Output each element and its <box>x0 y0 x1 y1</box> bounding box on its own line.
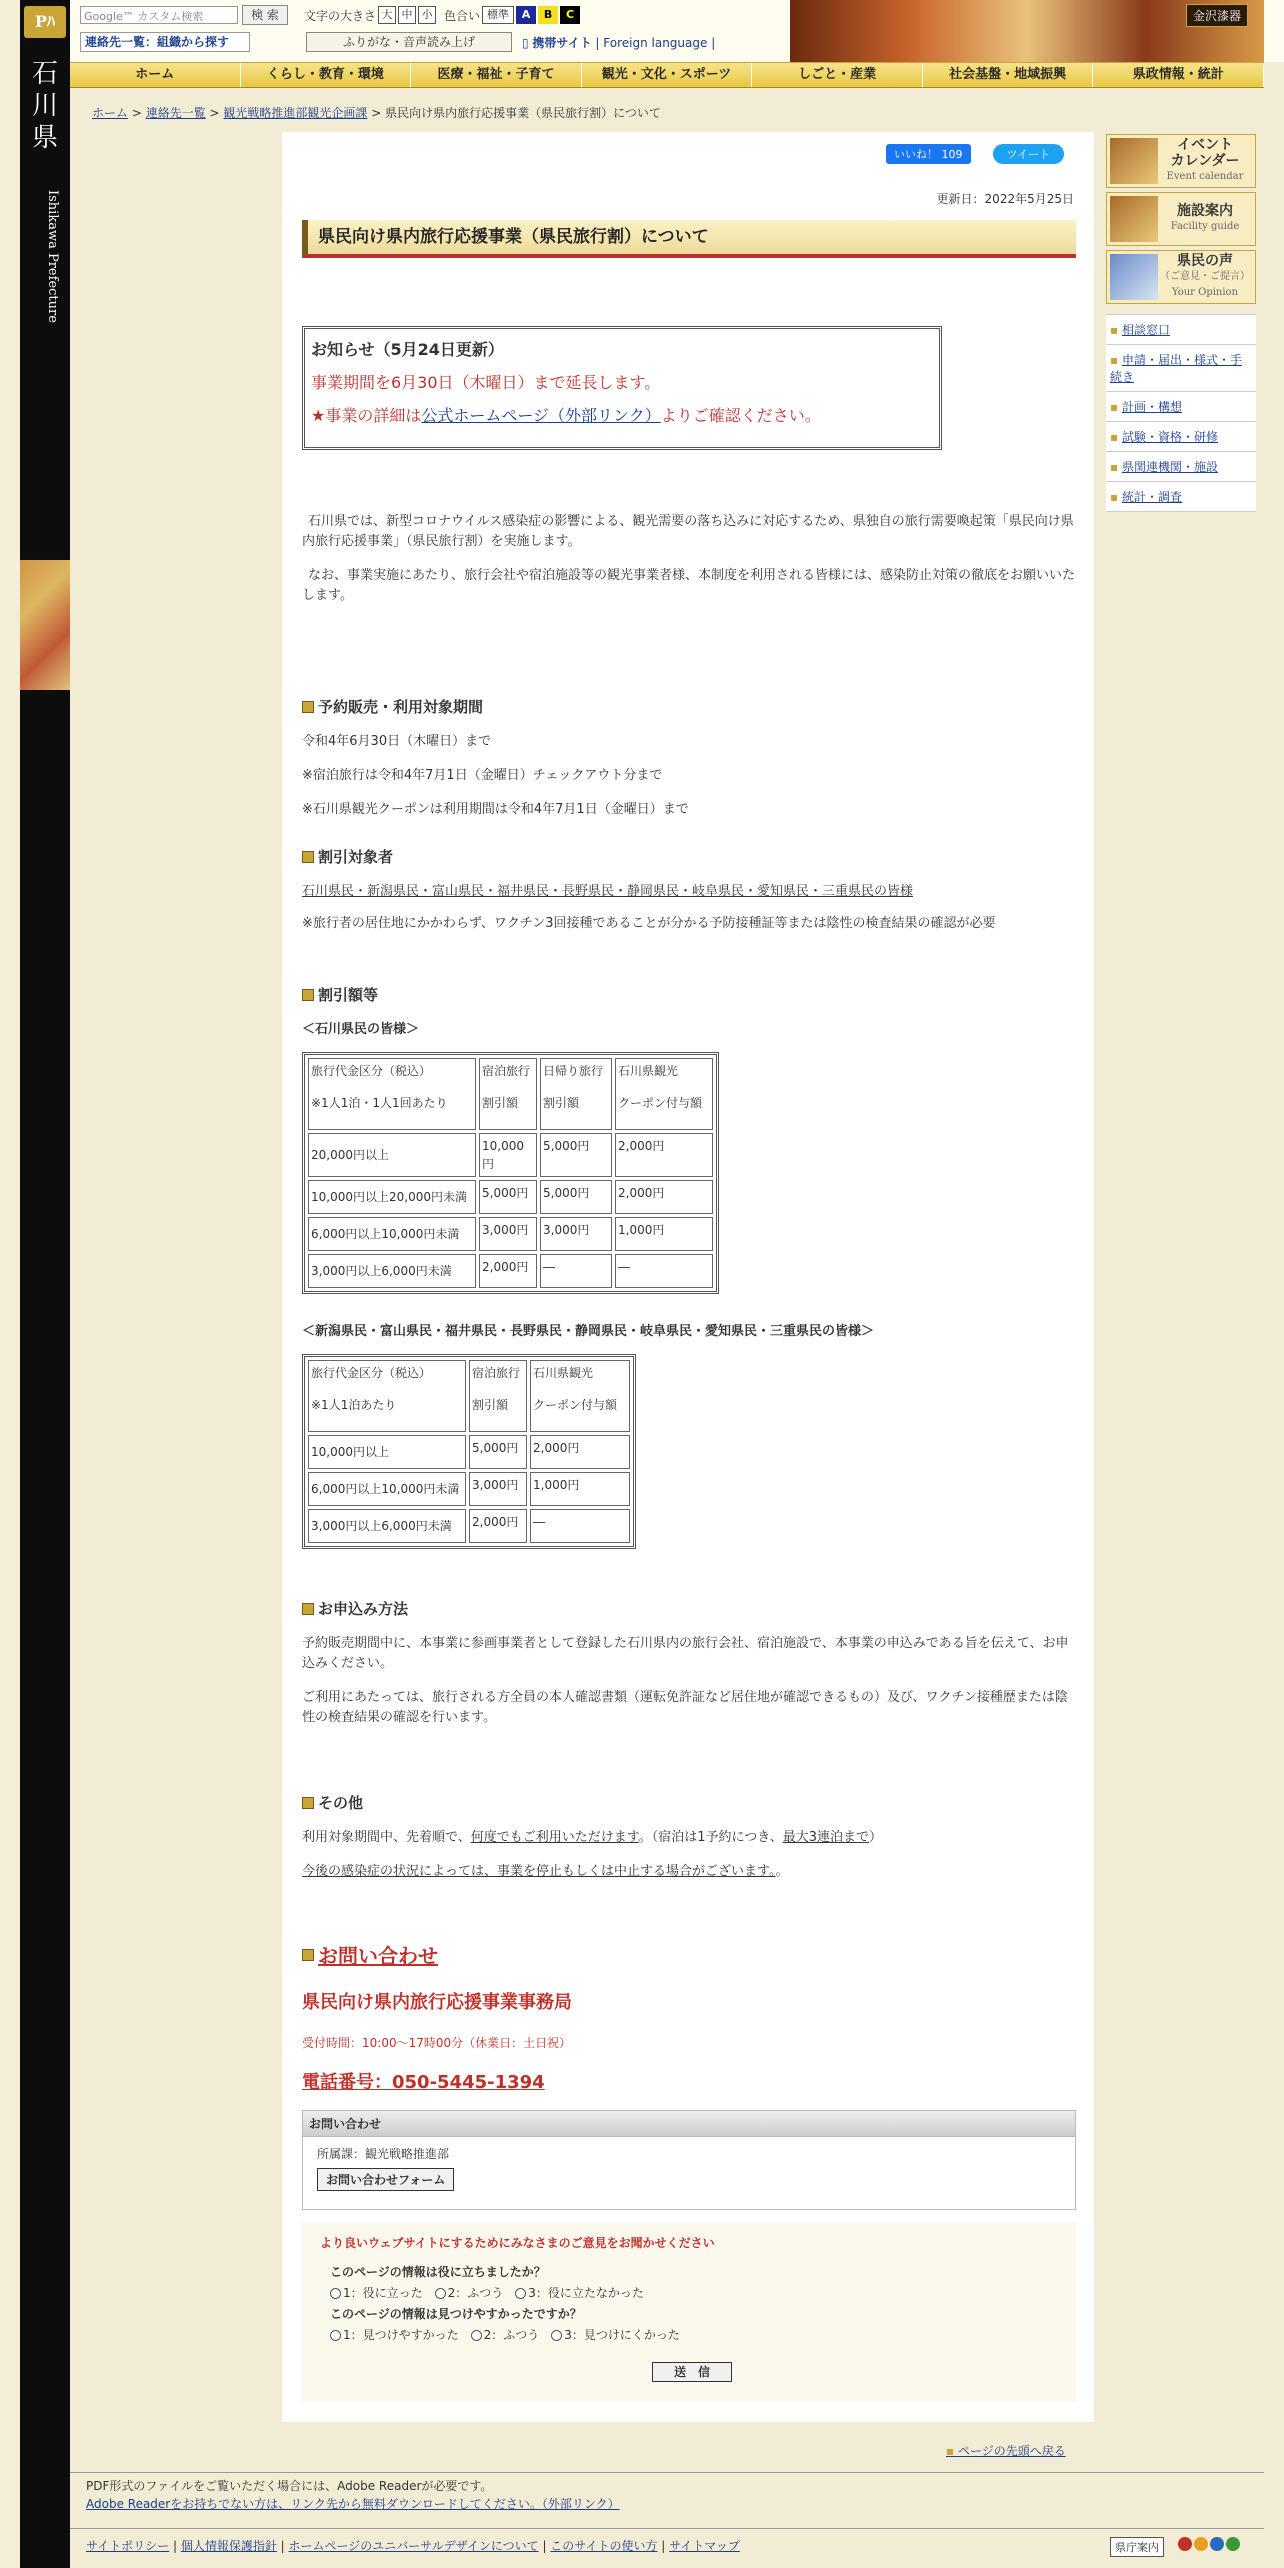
banner-sub: Facility guide <box>1170 221 1240 232</box>
your-opinion-banner[interactable] <box>1106 250 1256 304</box>
option-label: 3：役に立たなかった <box>528 2286 644 2300</box>
banner-title: 県民の声 <box>1177 253 1233 269</box>
notice-line2-post: よりご確認ください。 <box>660 406 821 425</box>
header-line: 割引額 <box>482 1096 519 1110</box>
nav-home[interactable]: ホーム <box>70 63 241 87</box>
option-label: 2：ふつう <box>447 2286 504 2300</box>
table1-caption: ＜石川県民の皆様＞ <box>302 1022 420 1037</box>
breadcrumb-current: > 県民向け県内旅行応援事業（県民旅行割）について <box>367 106 661 120</box>
table-cell: 1,000円 <box>530 1472 630 1506</box>
prefecture-logo[interactable] <box>24 6 66 38</box>
prefecture-roman: Ishikawa Prefecture <box>45 190 60 323</box>
table-header-cell <box>308 1360 466 1432</box>
header-line: 宿泊旅行 <box>482 1064 531 1078</box>
survey-form <box>302 2222 1076 2402</box>
table-cell: 5,000円 <box>540 1180 612 1214</box>
period-line-1: 令和4年6月30日（木曜日）まで <box>302 734 492 749</box>
text: 。 <box>775 1864 789 1879</box>
table-cell: 5,000円 <box>469 1435 527 1469</box>
notice-line1: 事業期間を6月30日（木曜日）まで延長します。 <box>311 373 661 392</box>
table-header-cell <box>615 1058 713 1130</box>
apply-paragraph-2: ご利用にあたっては、旅行される方全員の本人確認書類（運転免許証など居住地が確認できるもの）及び、ワクチン接種歴または陰性の検査結果の確認を行います。 <box>302 1690 1068 1725</box>
contact-list-link[interactable]: 連絡先一覧：組織から探す <box>80 32 250 52</box>
radio-button[interactable] <box>330 2330 341 2341</box>
table-cell: ― <box>540 1254 612 1288</box>
facility-guide-banner[interactable] <box>1106 192 1256 246</box>
table-header-row <box>308 1058 713 1130</box>
sidebar-link-facilities[interactable] <box>1106 452 1256 482</box>
contact-title-text: お問い合わせ <box>318 1944 438 1968</box>
discount-table-other-prefectures <box>302 1354 636 1549</box>
header-line: 割引額 <box>543 1096 580 1110</box>
footer-privacy[interactable]: 個人情報保護指針 <box>180 2539 277 2553</box>
table-header-cell <box>530 1360 630 1432</box>
text: 。（宿泊は1予約につき、 <box>638 1830 783 1845</box>
footer-how-to-use[interactable]: このサイトの使い方 <box>550 2539 658 2553</box>
period-line-2: ※宿泊旅行は令和4年7月1日（金曜日）チェックアウト分まで <box>302 768 663 783</box>
table-row <box>308 1509 630 1543</box>
survey-send-button[interactable]: 送 信 <box>652 2362 732 2382</box>
prefecture-name: 石 川 県 <box>31 59 58 153</box>
table-cell: 6,000円以上10,000円未満 <box>308 1217 476 1251</box>
table-row <box>308 1180 713 1214</box>
banner-image <box>1110 138 1158 184</box>
furigana-button[interactable]: ふりがな・音声読み上げ <box>306 32 512 52</box>
header-image <box>790 0 1264 62</box>
intro-paragraph-2: なお、事業実施にあたり、旅行会社や宿泊施設等の観光事業者様、本制度を利用される皆様には、感染防止対策の徹底をお願いいたします。 <box>302 568 1076 603</box>
header-line: クーポン付与額 <box>618 1096 703 1110</box>
table-cell: 2,000円 <box>530 1435 630 1469</box>
sidebar-link-plans[interactable] <box>1106 392 1256 422</box>
badge-icon <box>1194 2537 1208 2551</box>
survey-intro: より良いウェブサイトにするためにみなさまのご意見をお聞かせください <box>320 2236 715 2250</box>
table-header-cell <box>469 1360 527 1432</box>
option-label: 1：役に立った <box>343 2286 423 2300</box>
section-amount-title: 割引額等 <box>318 986 379 1004</box>
table-cell: 3,000円以上6,000円未満 <box>308 1254 476 1288</box>
table-cell: 5,000円 <box>479 1180 537 1214</box>
breadcrumb-dept[interactable]: 観光戦略推進部観光企画課 <box>223 106 368 120</box>
inquiry-box <box>302 2110 1076 2210</box>
nav-government[interactable]: 県政情報・統計 <box>1093 63 1264 87</box>
color-label: 色合い <box>444 8 481 23</box>
radio-button[interactable] <box>435 2288 446 2299</box>
option-label: 3：見つけにくかった <box>564 2328 680 2342</box>
table-header-cell <box>540 1058 612 1130</box>
text: 利用対象期間中、先着順で、 <box>302 1830 471 1845</box>
section-bullet-icon <box>302 1603 314 1615</box>
nav-medical[interactable]: 医療・福祉・子育て <box>411 63 582 87</box>
event-calendar-banner[interactable] <box>1106 134 1256 188</box>
inquiry-title: お問い合わせ <box>303 2111 1075 2137</box>
sidebar-link-statistics[interactable] <box>1106 482 1256 512</box>
header-line: 旅行代金区分（税込） <box>311 1064 432 1078</box>
section-bullet-icon <box>302 851 314 863</box>
facebook-like-button[interactable]: いいね！ 109 <box>886 144 971 164</box>
text-size-medium[interactable]: 中 <box>398 6 416 24</box>
discount-table-ishikawa <box>302 1052 719 1294</box>
radio-button[interactable] <box>515 2288 526 2299</box>
inquiry-dept: 所属課：観光戦略推進部 <box>317 2147 450 2161</box>
table-row <box>308 1133 713 1177</box>
survey-question-2: このページの情報は見つけやすかったですか？ <box>330 2307 582 2321</box>
banner-sub: Event calendar <box>1166 171 1244 182</box>
radio-button[interactable] <box>330 2288 341 2299</box>
banner-title: 施設案内 <box>1177 203 1233 219</box>
breadcrumb: ホーム > 連絡先一覧 > 観光戦略推進部観光企画課 > 県民向け県内旅行応援事業（県民旅行割）について <box>92 106 661 120</box>
radio-button[interactable] <box>551 2330 562 2341</box>
link-text[interactable]: 試験・資格・研修 <box>1121 430 1218 444</box>
text: ） <box>869 1830 883 1845</box>
updated-date: 更新日：2022年5月25日 <box>936 192 1074 206</box>
section-amount <box>302 984 378 1005</box>
banner-image <box>1110 196 1158 242</box>
notice-line2 <box>311 403 933 426</box>
table-cell: 10,000円 <box>479 1133 537 1177</box>
link-text[interactable]: 統計・調査 <box>1121 490 1182 504</box>
table-cell: 20,000円以上 <box>308 1133 476 1177</box>
table-row <box>308 1254 713 1288</box>
color-b[interactable]: B <box>538 6 558 24</box>
header-line: 割引額 <box>472 1398 509 1412</box>
table-header-cell <box>479 1058 537 1130</box>
section-bullet-icon <box>302 989 314 1001</box>
option-label: 2：ふつう <box>483 2328 540 2342</box>
sns-buttons <box>886 144 1064 164</box>
table-cell: 5,000円 <box>540 1133 612 1177</box>
header-line: 日帰り旅行 <box>543 1064 604 1078</box>
target-note: ※旅行者の居住地にかかわらず、ワクチン3回接種であることが分かる予防接種証等または陰性の検査結果の確認が必要 <box>302 916 996 931</box>
adobe-reader-link[interactable]: Adobe Readerをお持ちでない方は、リンク先から無料ダウンロードしてください。（外部リンク） <box>86 2497 620 2511</box>
header-line: 旅行代金区分（税込） <box>311 1366 432 1380</box>
survey-question-1: このページの情報は役に立ちましたか？ <box>330 2265 546 2279</box>
footer-pdf-notice <box>70 2472 1264 2516</box>
tweet-button[interactable]: ツイート <box>993 144 1064 164</box>
table-cell: 10,000円以上 <box>308 1435 466 1469</box>
contact-phone: 電話番号：050-5445-1394 <box>302 2072 545 2093</box>
text-underlined: 最大3連泊まで <box>782 1830 869 1845</box>
text-underlined: 何度でもご利用いただけます <box>470 1830 639 1845</box>
footer-sitemap[interactable]: サイトマップ <box>669 2539 740 2553</box>
section-period-title: 予約販売・利用対象期間 <box>318 698 484 716</box>
pdf-notice-1: PDF形式のファイルをご覧いただく場合には、Adobe Readerが必要です。 <box>86 2479 493 2493</box>
table-row <box>308 1472 630 1506</box>
badge-icon <box>1210 2537 1224 2551</box>
survey-options-1 <box>330 2284 1058 2301</box>
breadcrumb-list[interactable]: 連絡先一覧 <box>145 106 206 120</box>
table-cell: 3,000円以上6,000円未満 <box>308 1509 466 1543</box>
official-site-link[interactable]: 公式ホームページ（外部リンク） <box>421 406 661 425</box>
inquiry-body <box>303 2137 1075 2199</box>
header-line: ※1人1泊・1人1回あたり <box>311 1096 448 1110</box>
intro-paragraph-1: 石川県では、新型コロナウイルス感染症の影響による、観光需要の落ち込みに対応するため、県独自の旅行需要喚起策「県民向け県内旅行応援事業」（県民旅行割）を実施します。 <box>302 514 1074 549</box>
table-cell: 1,000円 <box>615 1217 713 1251</box>
footer-links: サイトポリシー | 個人情報保護指針 | ホームページのユニバーサルデザインについて | このサイトの使い方 | サイトマップ 県庁案内 <box>70 2528 1264 2560</box>
mobile-site-link[interactable]: 携帯サイト <box>532 36 592 50</box>
color-c[interactable]: C <box>560 6 580 24</box>
mobile-links: ▯ 携帯サイト | Foreign language | <box>522 36 716 50</box>
other-paragraph-2 <box>302 1862 1076 1882</box>
notice-box <box>302 326 942 450</box>
text-size-large[interactable]: 大 <box>378 6 396 24</box>
table-header-row <box>308 1360 630 1432</box>
target-residents: 石川県民・新潟県民・富山県民・福井県民・長野県民・静岡県民・岐阜県民・愛知県民・三重県民の皆様 <box>302 884 914 899</box>
global-nav <box>70 62 1264 88</box>
section-bullet-icon <box>302 1797 314 1809</box>
survey-q1-option-1[interactable] <box>330 2284 423 2301</box>
link-text[interactable]: 計画・構想 <box>1121 400 1182 414</box>
table-cell: ― <box>615 1254 713 1288</box>
table-cell: 2,000円 <box>469 1509 527 1543</box>
page-title: 県民向け県内旅行応援事業（県民旅行割）について <box>302 220 1076 258</box>
header-line: ※1人1泊あたり <box>311 1398 397 1412</box>
link-text[interactable]: 申請・届出・様式・手続き <box>1110 353 1242 384</box>
sidebar-link-exams[interactable] <box>1106 422 1256 452</box>
section-target <box>302 846 393 867</box>
survey-q2-option-1[interactable] <box>330 2326 459 2343</box>
header-line: 石川県観光 <box>533 1366 594 1380</box>
other-paragraph-1 <box>302 1828 1076 1848</box>
survey-q2-option-2[interactable] <box>471 2326 540 2343</box>
banner-sub: （ご意見・ご提言） Your Opinion <box>1160 271 1250 298</box>
period-line-3: ※石川県観光クーポンは利用期間は令和4年7月1日（金曜日）まで <box>302 802 689 817</box>
main-content <box>282 132 1094 2422</box>
banner-text <box>1158 203 1252 235</box>
nav-living[interactable]: くらし・教育・環境 <box>241 63 412 87</box>
inquiry-form-button[interactable]: お問い合わせフォーム <box>317 2168 454 2191</box>
text-underlined: 今後の感染症の状況によっては、事業を停止もしくは中止する場合がございます。 <box>302 1864 776 1879</box>
breadcrumb-home[interactable]: ホーム <box>92 106 129 120</box>
right-sidebar <box>1106 134 1256 512</box>
survey-q1-option-2[interactable] <box>435 2284 504 2301</box>
color-a[interactable]: A <box>516 6 536 24</box>
sidebar-links <box>1106 314 1256 512</box>
text-size-small[interactable]: 小 <box>418 6 436 24</box>
flower-decoration <box>20 560 70 690</box>
contact-office: 県民向け県内旅行応援事業事務局 <box>302 1992 572 2013</box>
kanazawa-label: 金沢漆器 <box>1186 4 1248 27</box>
table-cell: ― <box>530 1509 630 1543</box>
logo-text: Pﾊ <box>34 12 56 31</box>
option-label: 1：見つけやすかった <box>343 2328 459 2342</box>
search-button[interactable]: 検 索 <box>242 5 288 25</box>
foreign-language-link[interactable]: Foreign language <box>603 36 708 50</box>
banner-text <box>1158 137 1252 185</box>
nav-tourism[interactable]: 観光・文化・スポーツ <box>582 63 753 87</box>
survey-q1-option-3[interactable] <box>515 2284 644 2301</box>
table-cell: 10,000円以上20,000円未満 <box>308 1180 476 1214</box>
table-header-cell <box>308 1058 476 1130</box>
table-cell: 6,000円以上10,000円未満 <box>308 1472 466 1506</box>
header-line: 宿泊旅行 <box>472 1366 521 1380</box>
survey-q2-option-3[interactable] <box>551 2326 680 2343</box>
footer-site-policy[interactable]: サイトポリシー <box>86 2539 170 2553</box>
table-row <box>308 1435 630 1469</box>
banner-title: イベント カレンダー <box>1170 137 1240 169</box>
contact-hours: 受付時間：10:00～17時00分（休業日：土日祝） <box>302 2036 572 2050</box>
color-standard[interactable]: 標準 <box>482 6 514 24</box>
sidebar-link-consult[interactable] <box>1106 315 1256 345</box>
table-cell: 3,000円 <box>479 1217 537 1251</box>
table-row <box>308 1217 713 1251</box>
header-line: クーポン付与額 <box>533 1398 618 1412</box>
section-bullet-icon <box>302 701 314 713</box>
section-bullet-icon <box>302 1949 314 1961</box>
nav-work[interactable]: しごと・産業 <box>752 63 923 87</box>
contact-heading <box>302 1940 438 1969</box>
section-period <box>302 696 483 717</box>
search-input[interactable]: Google™ カスタム検索 <box>80 6 238 24</box>
back-to-top-link[interactable]: ▪ ページの先頭へ戻る <box>946 2442 1066 2459</box>
header-line: 石川県観光 <box>618 1064 679 1078</box>
section-other-title: その他 <box>318 1794 364 1812</box>
section-apply <box>302 1598 408 1619</box>
table2-caption: ＜新潟県民・富山県民・福井県民・長野県民・静岡県民・岐阜県民・愛知県民・三重県民の皆様＞ <box>302 1324 875 1339</box>
section-target-title: 割引対象者 <box>318 848 394 866</box>
office-guide-button[interactable]: 県庁案内 <box>1110 2537 1164 2557</box>
notice-line2-pre: ★事業の詳細は <box>311 406 422 425</box>
apply-paragraph-1: 予約販売期間中に、本事業に参画事業者として登録した石川県内の旅行会社、宿泊施設で、本事業の申込みである旨を伝えて、お申込みください。 <box>302 1636 1069 1671</box>
table-cell: 2,000円 <box>615 1133 713 1177</box>
table-cell: 3,000円 <box>469 1472 527 1506</box>
table-cell: 2,000円 <box>479 1254 537 1288</box>
text-size-label: 文字の大きさ <box>304 8 377 23</box>
link-text[interactable]: 県関連機関・施設 <box>1121 460 1218 474</box>
notice-heading: お知らせ（5月24日更新） <box>311 340 504 359</box>
banner-text <box>1158 253 1252 301</box>
badge-icon <box>1226 2537 1240 2551</box>
badge-icon <box>1178 2537 1192 2551</box>
header <box>70 0 1284 62</box>
sidebar-link-application[interactable] <box>1106 345 1256 392</box>
footer-universal-design[interactable]: ホームページのユニバーサルデザインについて <box>288 2539 539 2553</box>
table-cell: 3,000円 <box>540 1217 612 1251</box>
survey-options-2 <box>330 2326 1058 2343</box>
text-size-controls <box>304 6 580 24</box>
banner-image <box>1110 254 1158 300</box>
radio-button[interactable] <box>471 2330 482 2341</box>
link-text[interactable]: 相談窓口 <box>1121 323 1170 337</box>
accessibility-badges <box>1178 2537 1240 2551</box>
section-other <box>302 1792 363 1813</box>
nav-infrastructure[interactable]: 社会基盤・地域振興 <box>923 63 1094 87</box>
table-cell: 2,000円 <box>615 1180 713 1214</box>
section-apply-title: お申込み方法 <box>318 1600 409 1618</box>
